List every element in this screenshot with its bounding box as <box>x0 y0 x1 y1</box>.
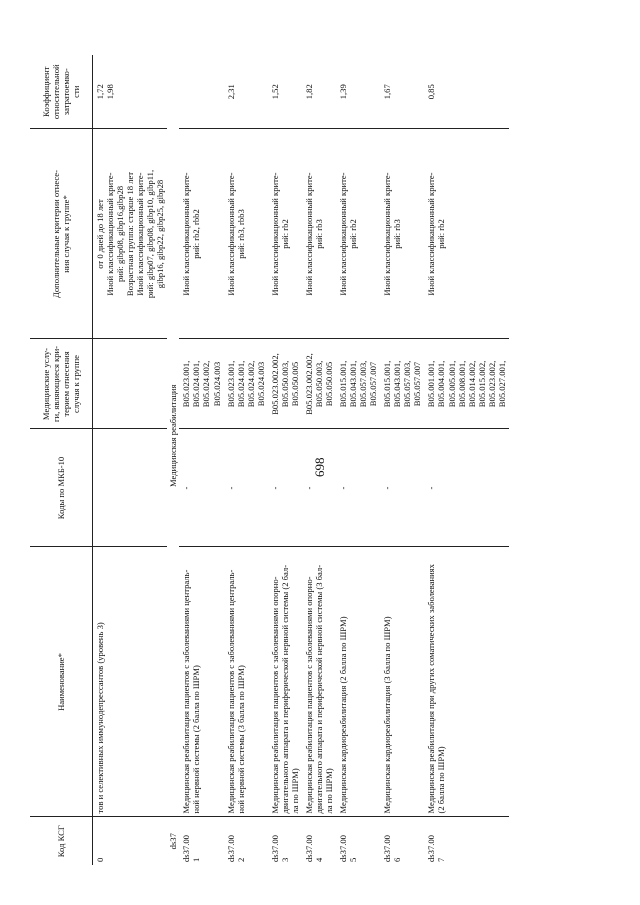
row-code: ds37.00 3 <box>269 835 290 862</box>
row-code: ds37.00 5 <box>338 835 359 862</box>
row-coefficient: 1,67 <box>380 55 424 129</box>
row-criteria: Иной классификационный крите- рий: rb2 <box>336 129 380 339</box>
row-name: Медицинская реабилитация при других соматических заболеваниях (2 балла по ШРМ) <box>424 547 508 817</box>
row-criteria: Иной классификационный крите- рий: rb3 <box>380 129 424 339</box>
header-services: Медицинские услу- ги, являющиеся кри- терием отнесения случая к группе <box>30 339 93 429</box>
row-mkb <box>93 429 168 547</box>
row-name: Медицинская реабилитация пациентов с заболеваниями опорно- двигательного аппарата и периферической нервной системы (2 бал- ла по ШРМ) <box>268 547 302 817</box>
header-criteria: Дополнительные критерии отнесе- ния случая к группе* <box>30 129 93 339</box>
row-mkb: - <box>224 429 268 547</box>
header-mkb: Коды по МКБ-10 <box>30 429 93 547</box>
row-services: B05.023.002.002, B05.050.003, B05.050.005 <box>268 339 302 429</box>
row-coefficient: 1,82 <box>302 55 336 129</box>
table-row <box>179 55 223 865</box>
row-code: ds37.00 4 <box>303 835 324 862</box>
row-mkb: - <box>336 429 380 547</box>
row-coefficient: 0,85 <box>424 55 508 129</box>
row-services: B05.015.001, B05.043.001, B05.057.003, B05.057.007 <box>336 339 380 429</box>
header-name: Наименование* <box>30 547 93 817</box>
row-code: ds37 <box>168 833 179 850</box>
row-code: 0 <box>95 857 105 862</box>
row-criteria: Иной классификационный крите- рий: rb2 <box>424 129 508 339</box>
table-row <box>380 55 424 865</box>
row-services: B05.023.002.002, B05.050.003, B05.050.005 <box>302 339 336 429</box>
row-coefficient: 1,52 <box>268 55 302 129</box>
section-title: Медицинская реабилитация <box>167 55 179 817</box>
table-row <box>93 55 168 865</box>
row-services: B05.023.001, B05.024.001, B05.024.002, B05.024.003 <box>224 339 268 429</box>
row-code: ds37.00 7 <box>426 835 447 862</box>
table-row <box>336 55 380 865</box>
row-mkb: - <box>302 429 336 547</box>
page-number: 698 <box>312 457 327 477</box>
row-criteria: от 0 дней до 18 лет Иной классификационный крите- рий: gibp08, gibp16,gibp28 Возрастная группа: старше 18 лет Иной классификационный крите- рий: gibp07, gibp08, gibp10, gibp11, gibp16, gibp22, gibp25, gibp28 <box>93 129 168 339</box>
row-services <box>93 339 168 429</box>
row-code: ds37.00 1 <box>181 835 202 862</box>
row-mkb: - <box>268 429 302 547</box>
section-row <box>167 55 179 865</box>
row-coefficient: 1,72 1,98 <box>93 55 168 129</box>
row-code: ds37.00 2 <box>225 835 246 862</box>
table-row <box>268 55 302 865</box>
header-coefficient: Коэффициент относительной затратоемко- сти <box>30 55 93 129</box>
row-name: тов и селективных иммунодепрессантов (уровень 3) <box>93 547 168 817</box>
row-name: Медицинская реабилитация пациентов с заболеваниями централь- ной нервной системы (3 балла по ШРМ) <box>224 547 268 817</box>
row-coefficient: 2,31 <box>224 55 268 129</box>
row-criteria: Иной классификационный крите- рий: rb2 <box>268 129 302 339</box>
row-name: Медицинская реабилитация пациентов с заболеваниями опорно- двигательного аппарата и периферической нервной системы (3 бал- ла по ШРМ) <box>302 547 336 817</box>
row-mkb: - <box>424 429 508 547</box>
row-criteria: Иной классификационный крите- рий: rb3 <box>302 129 336 339</box>
row-code: ds37.00 6 <box>382 835 403 862</box>
row-coefficient: 1,39 <box>336 55 380 129</box>
row-services: B05.023.001, B05.024.001, B05.024.002, B05.024.003 <box>179 339 223 429</box>
table-header-row <box>30 55 93 865</box>
row-services: B05.015.001, B05.043.001, B05.057.003, B05.057.007 <box>380 339 424 429</box>
table-row <box>224 55 268 865</box>
row-criteria: Иной классификационный крите- рий: rb2, rbb2 <box>179 129 223 339</box>
row-name: Медицинская реабилитация пациентов с заболеваниями централь- ной нервной системы (2 балла по ШРМ) <box>179 547 223 817</box>
row-services: B05.001.001, B05.004.001, B05.005.001, B05.008.001, B05.014.002, B05.015.002, B05.023.002, B05.027.001, <box>424 339 508 429</box>
row-name: Медицинская кардиореабилитация (2 балла по ШРМ) <box>336 547 380 817</box>
row-mkb: - <box>179 429 223 547</box>
table-row <box>302 55 336 865</box>
row-name: Медицинская кардиореабилитация (3 балла по ШРМ) <box>380 547 424 817</box>
header-code: Код КСГ <box>30 817 93 865</box>
row-criteria: Иной классификационный крите- рий: rb3, rbb3 <box>224 129 268 339</box>
row-coefficient <box>179 55 223 129</box>
row-mkb: - <box>380 429 424 547</box>
ksg-table <box>30 55 509 865</box>
table-row <box>424 55 508 865</box>
